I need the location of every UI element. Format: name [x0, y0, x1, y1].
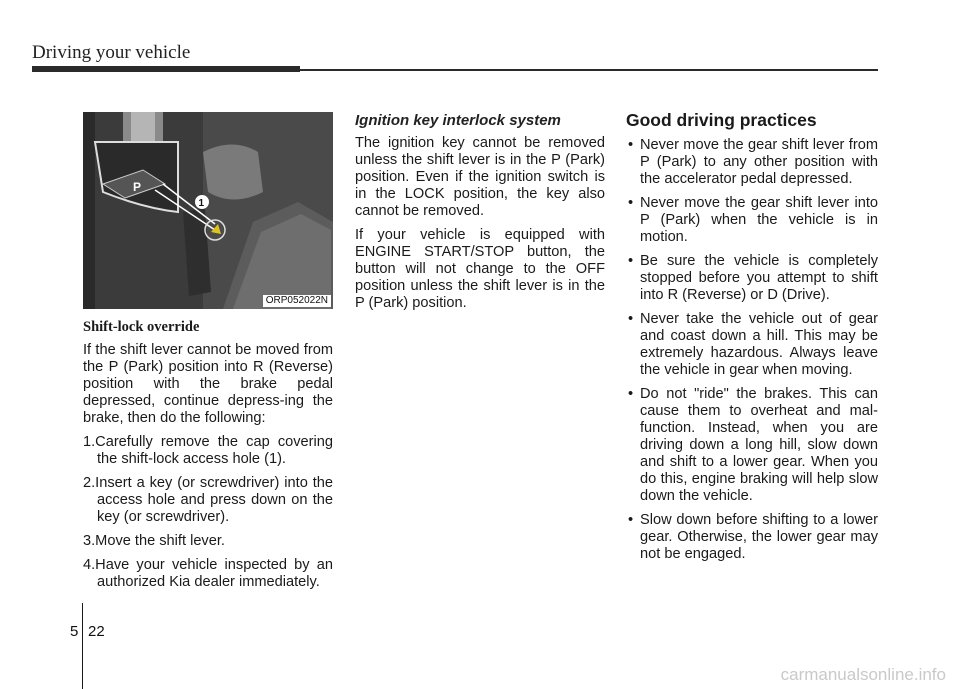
good-driving-heading: Good driving practices	[626, 110, 817, 130]
figure-code: ORP052022N	[263, 295, 331, 307]
interlock-para-1: The ignition key cannot be removed unless the shift lever is in the P (Park) position. Even if the ignition switch is in the LOCK position, the key also cannot be removed.	[355, 135, 605, 219]
callout-number: 1	[198, 198, 205, 209]
column-right	[626, 112, 878, 570]
column-middle	[355, 112, 605, 319]
page-number: 22	[88, 623, 105, 640]
detail-label-p: P	[133, 180, 142, 194]
header-rule-thick	[32, 66, 300, 72]
list-item: 3.Move the shift lever.	[83, 533, 225, 549]
list-item: • Be sure the vehicle is completely stopped before you attempt to shift into R (Reverse) or D (Drive).	[626, 253, 878, 304]
shift-lock-heading: Shift-lock override	[83, 319, 200, 335]
header-rule-thin	[300, 69, 878, 71]
watermark: carmanualsonline.info	[780, 665, 946, 684]
column-left	[83, 112, 333, 598]
list-item: • Never take the vehicle out of gear and coast down a hill. This may be extremely hazardous. Always leave the vehicle in gear when moving.	[626, 311, 878, 379]
footer-divider	[82, 603, 83, 689]
list-item: • Do not "ride" the brakes. This can cause them to overheat and mal-function. Instead, when you are driving down a long hill, slow down and shift to a lower gear. When you do this, engine braking will help slow down the vehicle.	[626, 386, 878, 505]
shift-lock-steps	[83, 434, 333, 591]
shift-lock-intro: If the shift lever cannot be moved from the P (Park) position into R (Reverse) position with the brake pedal depressed, continue depress-ing the brake, then do the following:	[83, 342, 333, 426]
chapter-number: 5	[70, 623, 79, 640]
list-item: 2.Insert a key (or screwdriver) into the access hole and press down on the key (or screwdriver).	[83, 475, 333, 525]
list-item: • Never move the gear shift lever into P (Park) when the vehicle is in motion.	[626, 195, 878, 246]
list-item: • Slow down before shifting to a lower gear. Otherwise, the lower gear may not be engaged.	[626, 512, 878, 563]
list-item: 4.Have your vehicle inspected by an authorized Kia dealer immediately.	[83, 557, 333, 590]
list-item: 1.Carefully remove the cap covering the shift-lock access hole (1).	[83, 434, 333, 467]
list-item: • Never move the gear shift lever from P (Park) to any other position with the accelerator pedal depressed.	[626, 137, 878, 188]
driving-practices-list	[626, 137, 878, 563]
shift-lever-illustration	[83, 112, 333, 309]
interlock-para-2: If your vehicle is equipped with ENGINE START/STOP button, the button will not change to the OFF position unless the shift lever is in the P (Park) position.	[355, 227, 605, 311]
section-title: Driving your vehicle	[32, 42, 191, 63]
interlock-heading: Ignition key interlock system	[355, 112, 561, 129]
shift-lever-photo	[83, 112, 333, 309]
